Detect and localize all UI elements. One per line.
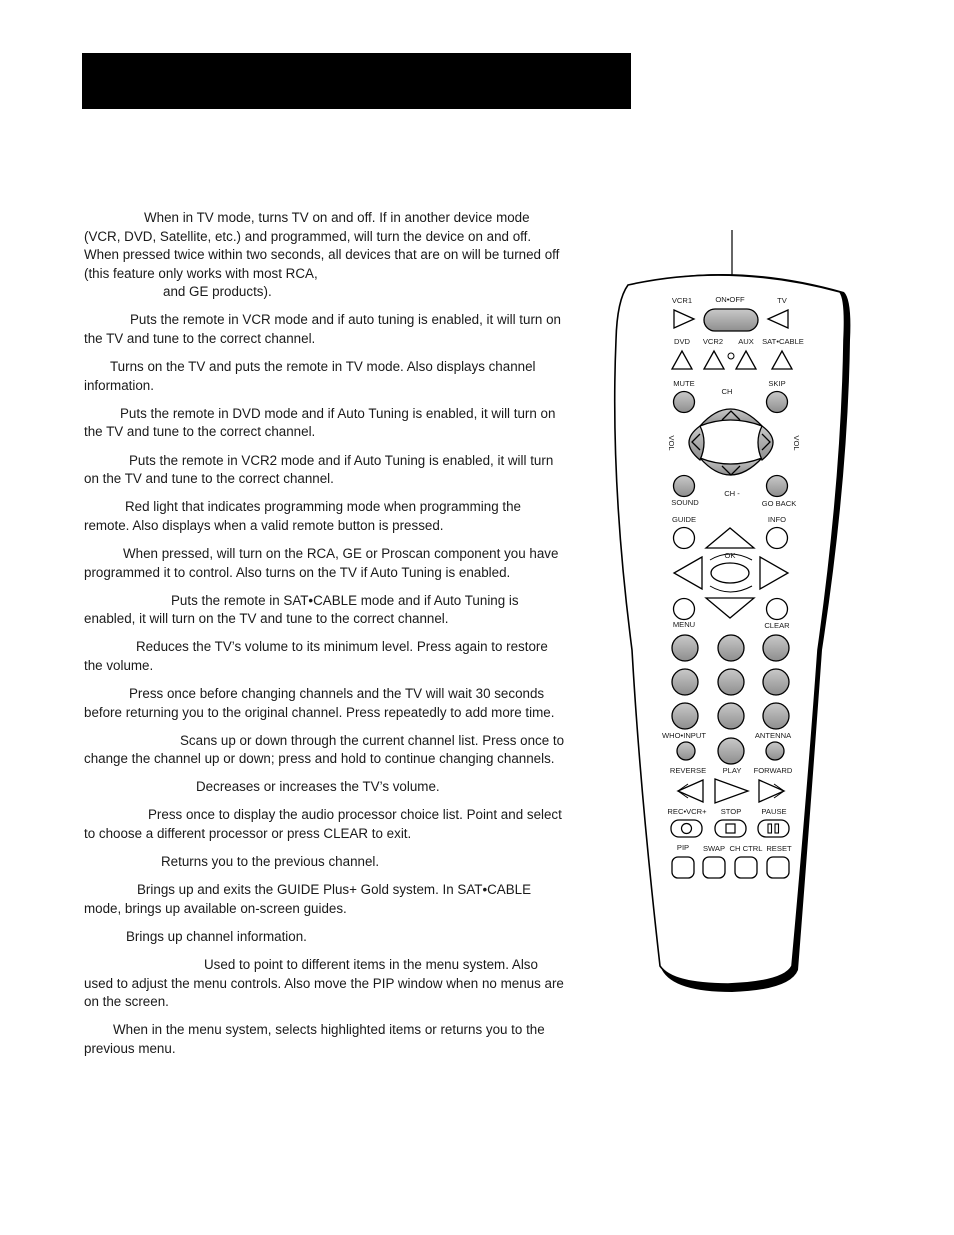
description-indicator: Red light that indicates programming mode when programming the remote. Also displays when a valid remote button is pressed.: [84, 499, 521, 533]
stop-button[interactable]: [715, 820, 746, 837]
vcr2-label: VCR2: [702, 337, 724, 346]
description-skip: Press once before changing channels and the TV will wait 30 seconds before returning you to the original channel. Press repeatedly to add more time.: [84, 685, 555, 720]
digit-button[interactable]: [718, 635, 744, 661]
go-back-label: GO BACK: [761, 499, 797, 508]
vol-left-label: VOL: [667, 435, 676, 451]
guide-button[interactable]: [674, 528, 695, 549]
info-button[interactable]: [767, 528, 788, 549]
sound-button[interactable]: [674, 476, 695, 497]
number-keypad: [672, 635, 789, 729]
description-go-back: Returns you to the previous channel.: [161, 854, 380, 870]
rec-label: REC•VCR+: [667, 807, 707, 816]
ch-ctrl-button[interactable]: [735, 857, 757, 878]
info-label: INFO: [767, 515, 787, 524]
description-sat-cable: Puts the remote in SAT•CABLE mode and if Auto Tuning is enabled, it will turn on the TV and tune to the correct channel.: [84, 592, 519, 627]
clear-button[interactable]: [767, 599, 788, 620]
play-label: PLAY: [722, 766, 742, 775]
description-sound: Press once to display the audio processor choice list. Point and select to choose a different processor or press CLEAR to exit.: [84, 807, 562, 842]
description-info: Brings up channel information.: [126, 928, 307, 944]
sat-cable-label: SAT•CABLE: [762, 337, 804, 346]
on-off-label: ON•OFF: [715, 295, 745, 304]
tv-label: TV: [777, 296, 787, 305]
description-tv: Turns on the TV and puts the remote in TV mode. Also displays channel information.: [84, 359, 536, 393]
reset-label: RESET: [766, 844, 792, 853]
pause-label: PAUSE: [761, 807, 787, 816]
description-guide: Brings up and exits the GUIDE Plus+ Gold system. In SAT•CABLE mode, brings up available on-screen guides.: [84, 882, 532, 916]
vol-right-label: VOL: [792, 435, 801, 451]
digit-button[interactable]: [672, 635, 698, 661]
antenna-button[interactable]: [766, 742, 784, 760]
remote-control-illustration: [612, 230, 852, 1000]
ch-minus-label: CH -: [724, 489, 740, 498]
description-on-off-2: and GE products).: [163, 284, 272, 300]
digit-button[interactable]: [718, 669, 744, 695]
who-input-label: WHO•INPUT: [662, 731, 706, 740]
digit-button[interactable]: [672, 703, 698, 729]
ch-ctrl-label: CH CTRL: [729, 844, 763, 853]
reverse-label: REVERSE: [669, 766, 707, 775]
skip-label: SKIP: [768, 379, 786, 388]
swap-label: SWAP: [702, 844, 726, 853]
go-back-button[interactable]: [767, 476, 788, 497]
description-arrows: Used to point to different items in the menu system. Also used to adjust the menu controls. Also move the PIP window when no menus are on the screen.: [84, 957, 564, 1010]
description-mute: Reduces the TV’s volume to its minimum level. Press again to restore the volume.: [84, 639, 548, 673]
ok-button[interactable]: [711, 563, 749, 583]
pip-label: PIP: [676, 843, 690, 852]
on-off-button[interactable]: [704, 309, 758, 331]
guide-label: GUIDE: [671, 515, 697, 524]
who-input-button[interactable]: [677, 742, 695, 760]
digit-button[interactable]: [763, 635, 789, 661]
ok-label: OK: [724, 551, 736, 560]
reset-button[interactable]: [767, 857, 789, 878]
forward-label: FORWARD: [753, 766, 793, 775]
skip-button[interactable]: [767, 392, 788, 413]
description-channel: Scans up or down through the current channel list. Press once to change the channel up or down; press and hold to continue changing channels.: [84, 732, 565, 767]
clear-label: CLEAR: [764, 621, 790, 630]
pause-button[interactable]: [758, 820, 789, 837]
menu-button[interactable]: [674, 599, 695, 620]
button-descriptions: [84, 209, 566, 1068]
antenna-label: ANTENNA: [754, 731, 792, 740]
digit-button[interactable]: [672, 669, 698, 695]
description-ok: When in the menu system, selects highlighted items or returns you to the previous menu.: [84, 1022, 545, 1056]
aux-label: AUX: [738, 337, 754, 346]
menu-label: MENU: [672, 620, 696, 629]
description-vcr1: Puts the remote in VCR mode and if auto tuning is enabled, it will turn on the TV and tune to the correct channel.: [84, 312, 561, 347]
remote-body: [615, 275, 845, 984]
stop-label: STOP: [720, 807, 742, 816]
digit-button[interactable]: [718, 738, 744, 764]
header-bar: [82, 53, 631, 109]
description-vcr2: Puts the remote in VCR2 mode and if Auto Tuning is enabled, it will turn on the TV and tune to the correct channel.: [84, 452, 554, 487]
sound-label: SOUND: [671, 498, 699, 507]
description-volume: Decreases or increases the TV’s volume.: [196, 779, 440, 795]
indicator-light: [728, 353, 734, 359]
swap-button[interactable]: [703, 857, 725, 878]
description-dvd: Puts the remote in DVD mode and if Auto Tuning is enabled, it will turn on the TV and tune to the correct channel.: [84, 405, 556, 440]
digit-button[interactable]: [763, 703, 789, 729]
mute-label: MUTE: [673, 379, 695, 388]
vcr1-label: VCR1: [671, 296, 693, 305]
digit-button[interactable]: [763, 669, 789, 695]
dvd-label: DVD: [673, 337, 691, 346]
pip-button[interactable]: [672, 857, 694, 878]
description-aux: When pressed, will turn on the RCA, GE or Proscan component you have programmed it to control. Also turns on the TV if Auto Tuning is enabled.: [84, 545, 559, 580]
ch-label: CH: [721, 387, 733, 396]
description-on-off-1: When in TV mode, turns TV on and off. If in another device mode (VCR, DVD, Satellite, etc.) and programmed, will turn the device on and off. When pressed twice within two seconds, all devices that are on will be turned off (this feature only works with most RCA,: [84, 210, 560, 281]
digit-button[interactable]: [718, 703, 744, 729]
record-button[interactable]: [671, 820, 702, 837]
mute-button[interactable]: [674, 392, 695, 413]
